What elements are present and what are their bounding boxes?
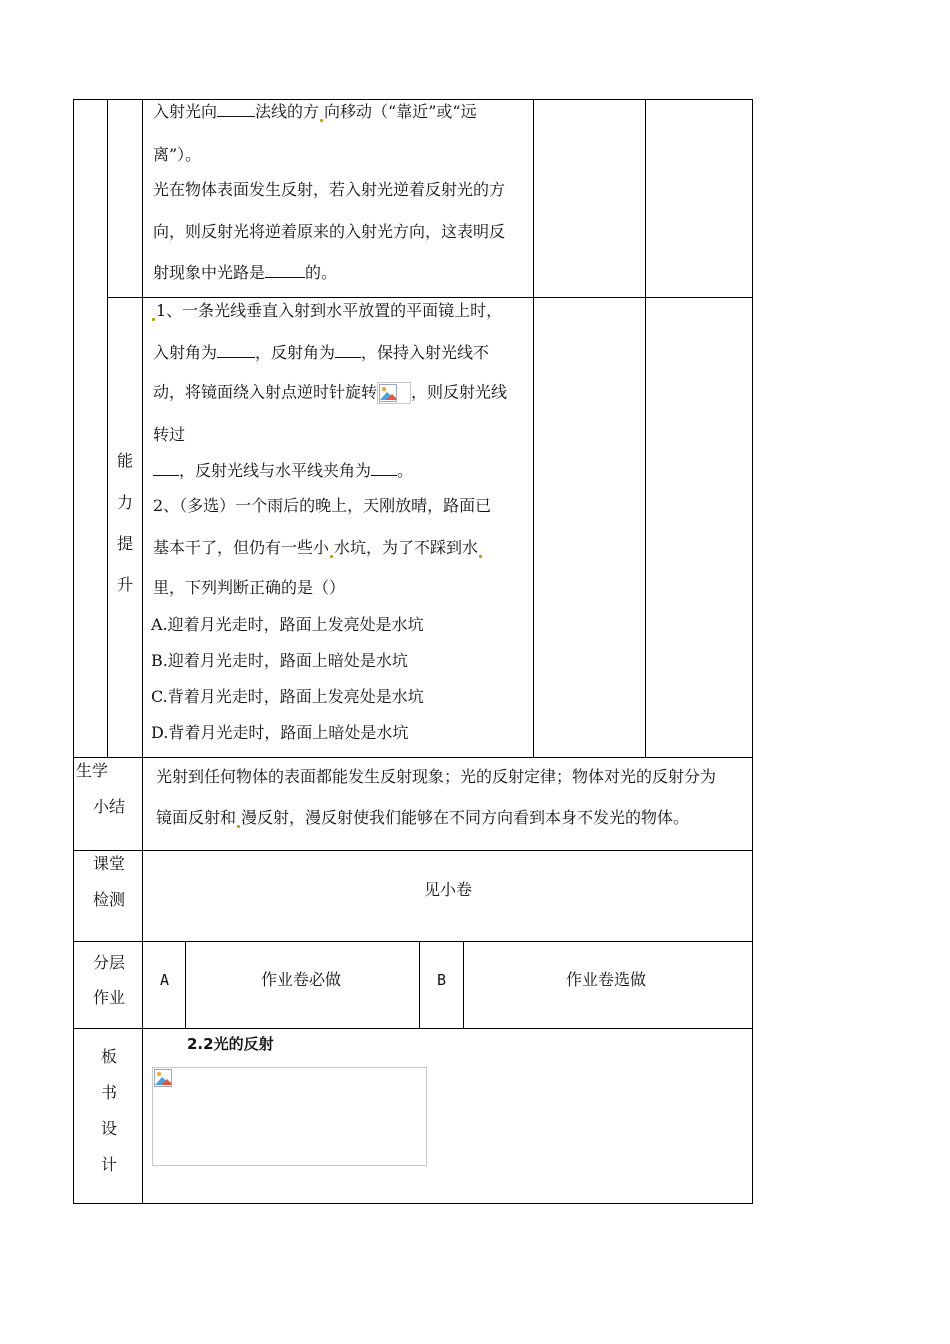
fill-blank: [371, 461, 397, 476]
text-fragment: 动，将镜面绕入射点逆时针旋转: [153, 382, 378, 402]
row-divider: [107, 297, 753, 298]
table-border-bottom: [73, 1203, 753, 1204]
text-fragment: 镜面反射和: [156, 808, 237, 827]
table-border-left: [73, 99, 74, 1204]
col-divider: [533, 99, 534, 758]
fill-blank: [217, 102, 255, 117]
text-fragment: 向移动（“靠近”或“远: [324, 102, 477, 121]
text-line: [153, 102, 477, 122]
text-fragment: 水坑，为了不踩到水: [334, 538, 479, 557]
ability-label-char: 提: [116, 534, 133, 553]
question-2-line: 2、（多选）一个雨后的晚上，天刚放晴，路面已: [153, 496, 492, 515]
col-divider: [185, 941, 186, 1029]
board-label-char: 板: [100, 1047, 117, 1066]
board-label-char: 书: [100, 1083, 117, 1102]
broken-image-icon: [377, 382, 411, 404]
homework-b-content: 作业卷选做: [566, 970, 647, 989]
marker-dot: [237, 825, 240, 828]
text-fragment: 。: [397, 461, 414, 480]
homework-label: 作业: [93, 988, 126, 1007]
broken-image-icon: [154, 1069, 172, 1087]
col-divider: [463, 941, 464, 1029]
col-divider: [142, 757, 143, 1204]
check-label: 课堂: [93, 854, 126, 873]
text-fragment: 的。: [305, 263, 338, 282]
text-line: 离”）。: [153, 145, 202, 164]
homework-a-label: A: [160, 971, 170, 989]
text-fragment: 基本干了，但仍有一些小: [153, 538, 330, 557]
summary-text: [156, 808, 689, 828]
text-fragment: ，反射角为: [255, 343, 336, 362]
col-divider: [142, 99, 143, 758]
ability-label-char: 力: [116, 493, 133, 512]
fill-blank: [217, 343, 255, 358]
question-1-line: [151, 301, 502, 321]
text-fragment: 入射角为: [153, 343, 218, 362]
row-divider: [73, 757, 753, 758]
text-fragment: ，则反射光线: [411, 382, 508, 402]
text-fragment: 漫反射，漫反射使我们能够在不同方向看到本身不发光的物体。: [241, 808, 690, 827]
summary-text: 光射到任何物体的表面都能发生反射现象；光的反射定律；物体对光的反射分为: [156, 767, 717, 786]
marker-dot: [479, 555, 482, 558]
board-image-placeholder: [152, 1067, 427, 1166]
summary-label: 生学: [76, 761, 109, 780]
fill-blank: [153, 461, 179, 476]
col-divider: [107, 99, 108, 758]
text-line: 向，则反射光将逆着原来的入射光方向，这表明反: [153, 222, 506, 241]
check-content: 见小卷: [424, 880, 473, 899]
table-border-top: [73, 99, 753, 100]
question-1-line: [153, 343, 489, 363]
row-divider: [73, 1028, 753, 1029]
text-fragment: 法线的方: [255, 102, 320, 121]
text-fragment: ，反射光线与水平线夹角为: [179, 461, 372, 480]
question-1-line: [153, 382, 507, 404]
marker-dot: [320, 119, 323, 122]
col-divider: [645, 99, 646, 758]
fill-blank: [335, 343, 361, 358]
board-label-char: 计: [100, 1155, 117, 1174]
table-border-right: [752, 99, 753, 1204]
text-line: [153, 263, 337, 283]
answer-option: D.背着月光走时，路面上暗处是水坑: [151, 723, 409, 742]
ability-label-char: 升: [116, 575, 133, 594]
text-fragment: 入射光向: [153, 102, 218, 121]
board-label-char: 设: [100, 1119, 117, 1138]
board-title: 2.2光的反射: [187, 1035, 274, 1053]
row-divider: [73, 850, 753, 851]
question-1-line: 转过: [153, 425, 186, 444]
marker-dot: [152, 318, 155, 321]
check-label: 检测: [93, 890, 126, 909]
col-divider: [419, 941, 420, 1029]
answer-option: C.背着月光走时，路面上发亮处是水坑: [151, 687, 424, 706]
answer-option: A.迎着月光走时，路面上发亮处是水坑: [151, 615, 424, 634]
question-2-line: [153, 538, 483, 558]
fill-blank: [265, 263, 305, 278]
summary-label: 小结: [93, 797, 126, 816]
answer-option: B.迎着月光走时，路面上暗处是水坑: [151, 651, 408, 670]
marker-dot: [330, 555, 333, 558]
homework-a-content: 作业卷必做: [261, 970, 342, 989]
text-fragment: ，保持入射光线不: [361, 343, 490, 362]
row-divider: [73, 941, 753, 942]
text-line: 光在物体表面发生反射，若入射光逆着反射光的方: [153, 180, 506, 199]
ability-label-char: 能: [116, 451, 133, 470]
question-2-line: 里，下列判断正确的是（）: [153, 578, 346, 597]
text-fragment: 1、一条光线垂直入射到水平放置的平面镜上时，: [156, 301, 503, 320]
text-fragment: 射现象中光路是: [153, 263, 266, 282]
homework-b-label: B: [437, 971, 447, 989]
question-1-line: [153, 461, 413, 481]
homework-label: 分层: [93, 953, 126, 972]
